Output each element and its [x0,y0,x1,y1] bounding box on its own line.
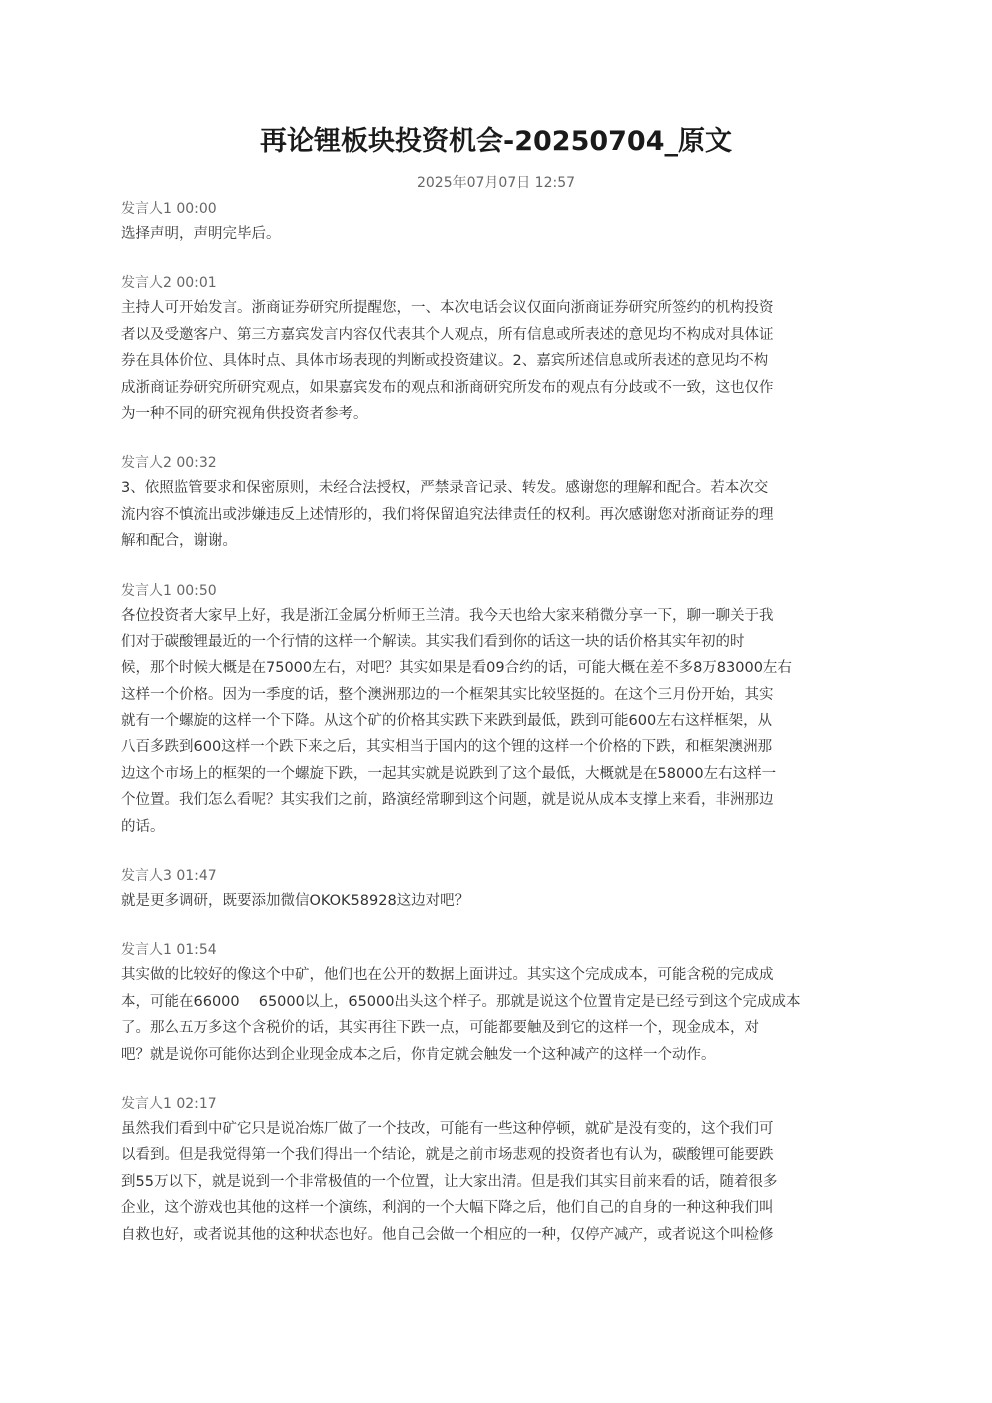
transcript-line: 这样一个价格。因为一季度的话，整个澳洲那边的一个框架其实比较坚挺的。在这个三月份开始，其实 [121,686,774,703]
transcript [121,199,873,1274]
transcript-line: 八百多跌到600这样一个跌下来之后，其实相当于国内的这个锂的这样一个价格的下跌，和框架澳洲那 [121,739,773,756]
transcript-line: 就是更多调研，既要添加微信OKOK58928这边对吧？ [121,893,470,910]
transcript-segment [121,581,873,841]
transcript-line: 候，那个时候大概是在75000左右，对吧？其实如果是看09合约的话，可能大概在差不多8万83000左右 [121,660,792,677]
transcript-line: 为一种不同的研究视角供投资者参考。 [121,405,368,422]
speaker-timestamp: 发言人2 00:01 [121,275,217,292]
transcript-line: 者以及受邀客户、第三方嘉宾发言内容仅代表其个人观点，所有信息或所表述的意见均不构成对具体证 [121,326,774,343]
speaker-timestamp: 发言人1 00:50 [121,582,217,599]
transcript-line: 各位投资者大家早上好，我是浙江金属分析师王兰清。我今天也给大家来稍微分享一下，聊一聊关于我 [121,607,774,624]
transcript-segment [121,199,873,247]
document-title: 再论锂板块投资机会-20250704_原文 [260,126,732,157]
transcript-line: 3、依照监管要求和保密原则，未经合法授权，严禁录音记录、转发。感谢您的理解和配合。若本次交 [121,480,769,497]
transcript-line: 成浙商证券研究所研究观点，如果嘉宾发布的观点和浙商研究所发布的观点有分歧或不一致，这也仅作 [121,379,774,396]
transcript-line: 券在具体价位、具体时点、具体市场表现的判断或投资建议。2、嘉宾所述信息或所表述的意见均不构 [121,353,769,370]
transcript-line: 虽然我们看到中矿它只是说冶炼厂做了一个技改，可能有一些这种停顿，就矿是没有变的，这个我们可 [121,1120,774,1137]
speaker-timestamp: 发言人2 00:32 [121,455,217,472]
transcript-segment [121,866,873,914]
transcript-line: 本，可能在66000 65000以上，65000出头这个样子。那就是说这个位置肯定是已经亏到这个完成成本 [121,993,801,1010]
transcript-line: 了。那么五万多这个含税价的话，其实再往下跌一点，可能都要触及到它的这样一个，现金成本，对 [121,1020,759,1037]
transcript-line: 流内容不慎流出或涉嫌违反上述情形的，我们将保留追究法律责任的权利。再次感谢您对浙商证券的理 [121,506,774,523]
transcript-line: 个位置。我们怎么看呢？其实我们之前，路演经常聊到这个问题，就是说从成本支撑上来看，非洲那边 [121,792,774,809]
transcript-line: 到55万以下，就是说到一个非常极值的一个位置，让大家出清。但是我们其实目前来看的话，随着很多 [121,1173,778,1190]
speaker-timestamp: 发言人1 01:54 [121,942,217,959]
transcript-segment [121,1094,873,1248]
transcript-segment [121,453,873,554]
speaker-timestamp: 发言人3 01:47 [121,868,217,885]
speaker-timestamp: 发言人1 02:17 [121,1095,217,1112]
transcript-line: 吧？就是说你可能你达到企业现金成本之后，你肯定就会触发一个这种减产的这样一个动作。 [121,1046,716,1063]
transcript-line: 们对于碳酸锂最近的一个行情的这样一个解读。其实我们看到你的话这一块的话价格其实年初的时 [121,633,745,650]
transcript-line: 边这个市场上的框架的一个螺旋下跌，一起其实就是说跌到了这个最低，大概就是在58000左右这样一 [121,765,777,782]
document-date: 2025年07月07日 12:57 [416,175,576,191]
transcript-line: 选择声明，声明完毕后。 [121,226,281,242]
transcript-line: 以看到。但是我觉得第一个我们得出一个结论，就是之前市场悲观的投资者也有认为，碳酸锂可能要跌 [121,1147,774,1164]
transcript-line: 的话。 [121,818,165,835]
transcript-line: 其实做的比较好的像这个中矿，他们也在公开的数据上面讲过。其实这个完成成本，可能含税的完成成 [121,967,774,984]
transcript-line: 主持人可开始发言。浙商证券研究所提醒您，一、本次电话会议仅面向浙商证券研究所签约的机构投资 [121,300,774,317]
transcript-line: 就有一个螺旋的这样一个下降。从这个矿的价格其实跌下来跌到最低，跌到可能600左右这样框架，从 [121,713,773,730]
transcript-line: 自救也好，或者说其他的这种状态也好。他自己会做一个相应的一种，仅停产减产，或者说这个叫检修 [121,1226,774,1243]
transcript-line: 企业，这个游戏也其他的这样一个演练，利润的一个大幅下降之后，他们自己的自身的一种这种我们叫 [121,1200,774,1217]
transcript-line: 解和配合，谢谢。 [121,533,237,550]
transcript-segment [121,273,873,427]
transcript-segment [121,940,873,1068]
speaker-timestamp: 发言人1 00:00 [121,201,217,217]
